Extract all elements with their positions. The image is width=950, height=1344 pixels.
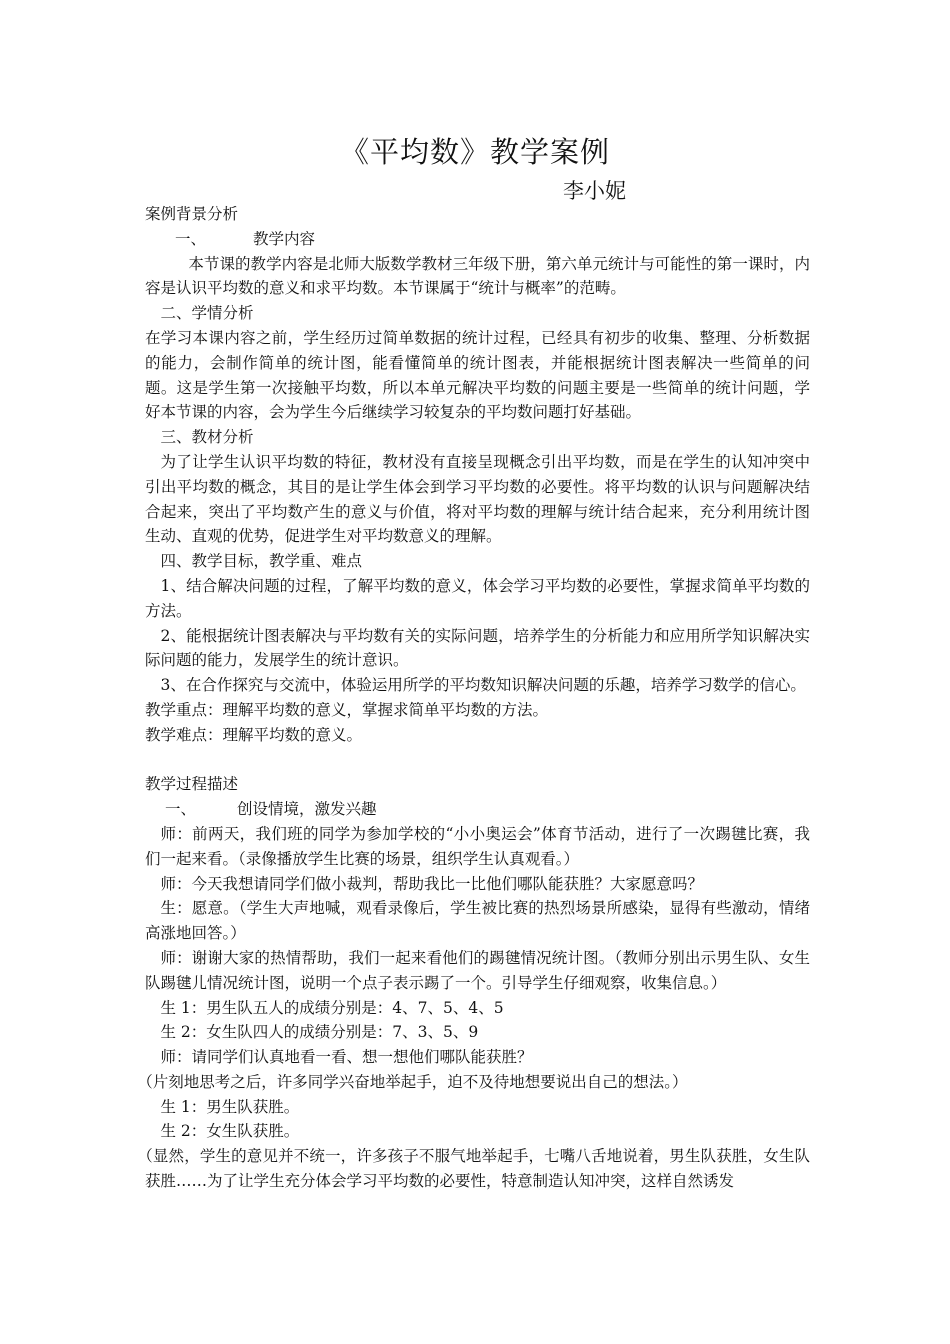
- paragraph-student-analysis: 在学习本课内容之前，学生经历过简单数据的统计过程，已经具有初步的收集、整理、分析数据的能力，会制作简单的统计图，能看懂简单的统计图表，并能根据统计图表解决一些简单的问题。这是学生第一次接触平均数，所以本单元解决平均数的问题主要是一些简单的统计问题，学好本节课的内容，会为学生今后继续学习较复杂的平均数问题打好基础。: [145, 328, 810, 422]
- dialogue-line: 师：请同学们认真地看一看、想一想他们哪队能获胜？: [160, 1048, 533, 1067]
- dialogue-line: 生 1：男生队获胜。: [160, 1097, 300, 1116]
- document-title: 《平均数》教学案例: [339, 135, 610, 169]
- section-heading-student-analysis: 二、学情分析: [160, 304, 254, 323]
- heading-text: 教学内容: [253, 229, 316, 248]
- dialogue-line: 师：今天我想请同学们做小裁判，帮助我比一比他们哪队能获胜？大家愿意吗？: [160, 874, 704, 893]
- section-heading-background: 案例背景分析: [145, 205, 239, 223]
- goal-item-3: 3、在合作探究与交流中，体验运用所学的平均数知识解决问题的乐趣，培养学习数学的信心。: [160, 676, 806, 695]
- heading-number: 一、: [165, 800, 197, 819]
- numbered-heading-teaching-content: [145, 227, 810, 252]
- key-point: 教学重点：理解平均数的意义，掌握求简单平均数的方法。: [145, 700, 549, 719]
- dialogue-line: （显然，学生的意见并不统一，许多孩子不服气地举起手，七嘴八舌地说着，男生队获胜，女生队获胜……为了让学生充分体会学习平均数的必要性，特意制造认知冲突，这样自然诱发: [137, 1147, 810, 1191]
- difficulty-point: 教学难点：理解平均数的意义。: [145, 725, 363, 744]
- section-heading-textbook-analysis: 三、教材分析: [160, 428, 254, 447]
- dialogue-line: （片刻地思考之后，许多同学兴奋地举起手，迫不及待地想要说出自己的想法。）: [137, 1072, 688, 1091]
- heading-text: 创设情境，激发兴趣: [237, 800, 377, 819]
- dialogue-line: 生 2：女生队获胜。: [160, 1122, 300, 1141]
- dialogue-line: 生 1：男生队五人的成绩分别是：4、7、5、4、5: [160, 998, 504, 1017]
- document-author: 李小妮: [563, 179, 626, 203]
- goal-item-1: 1、结合解决问题的过程，了解平均数的意义，体会学习平均数的必要性，掌握求简单平均数的方法。: [145, 576, 810, 620]
- document-body: [137, 202, 810, 1194]
- paragraph-teaching-content: 本节课的教学内容是北师大版数学教材三年级下册，第六单元统计与可能性的第一课时，内容是认识平均数的意义和求平均数。本节课属于“统计与概率”的范畴。: [145, 254, 810, 298]
- dialogue-line: 生：愿意。（学生大声地喊，观看录像后，学生被比赛的热烈场景所感染，显得有些激动，情绪高涨地回答。）: [145, 899, 810, 943]
- blank-line: [145, 748, 810, 773]
- section-heading-process: 教学过程描述: [145, 775, 239, 794]
- dialogue-line: 师：谢谢大家的热情帮助，我们一起来看他们的踢毽情况统计图。（教师分别出示男生队、女生队踢毽儿情况统计图，说明一个点子表示踢了一个。引导学生仔细观察，收集信息。）: [145, 948, 810, 992]
- heading-number: 一、: [175, 229, 207, 248]
- paragraph-textbook-analysis: 为了让学生认识平均数的特征，教材没有直接呈现概念引出平均数，而是在学生的认知冲突中引出平均数的概念，其目的是让学生体会到学习平均数的必要性。将平均数的认识与问题解决结合起来，突出了平均数产生的意义与价值，将对平均数的理解与统计结合起来，充分利用统计图生动、直观的优势，促进学生对平均数意义的理解。: [145, 452, 810, 546]
- goal-item-2: 2、能根据统计图表解决与平均数有关的实际问题，培养学生的分析能力和应用所学知识解决实际问题的能力，发展学生的统计意识。: [145, 626, 810, 670]
- section-heading-goals: 四、教学目标，教学重、难点: [160, 552, 363, 571]
- dialogue-line: 师：前两天，我们班的同学为参加学校的“小小奥运会”体育节活动，进行了一次踢毽比赛，我们一起来看。（录像播放学生比赛的场景，组织学生认真观看。）: [145, 824, 810, 868]
- dialogue-line: 生 2：女生队四人的成绩分别是：7、3、5、9: [160, 1023, 479, 1042]
- numbered-heading-step-1: [145, 797, 810, 822]
